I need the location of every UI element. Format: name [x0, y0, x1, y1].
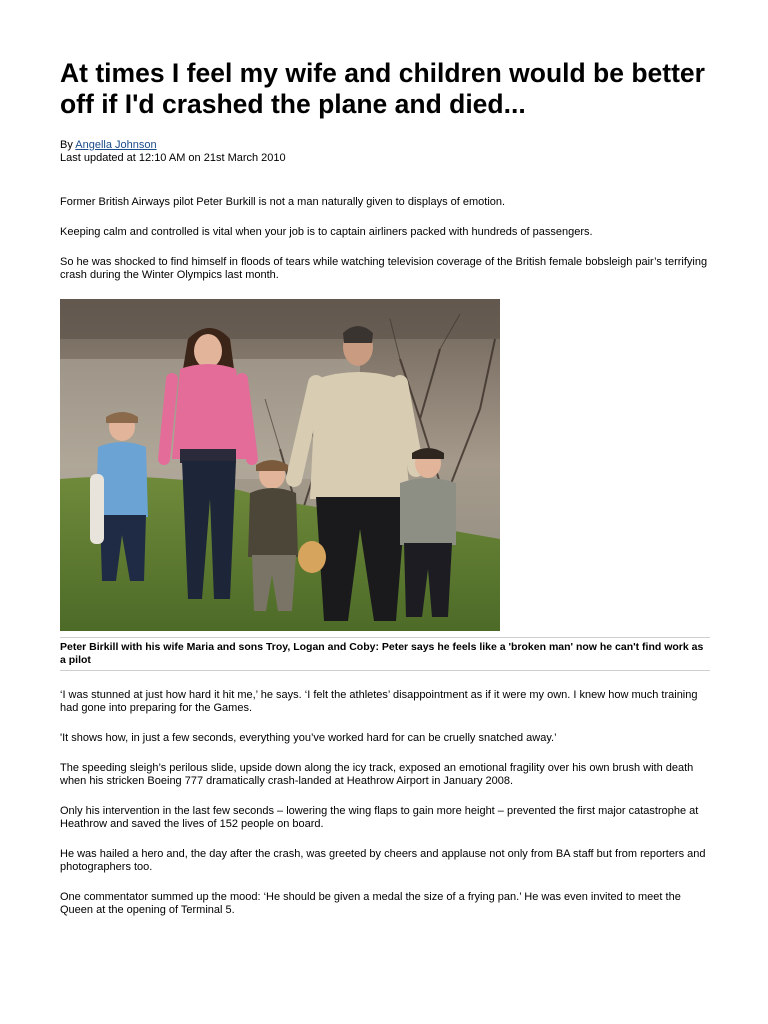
- body-paragraph: The speeding sleigh’s perilous slide, upside down along the icy track, exposed an emotional fragility over his own brush with death when his stricken Boeing 777 dramatically crash-landed at Heathrow Airport in January 2008.: [60, 762, 694, 787]
- byline-prefix: By: [60, 139, 76, 151]
- intro-paragraph: Former British Airways pilot Peter Burkill is not a man naturally given to displays of emotion.: [60, 196, 506, 208]
- last-updated: Last updated at 12:10 AM on 21st March 2010: [60, 152, 286, 164]
- author-link[interactable]: Angella Johnson: [75, 139, 157, 151]
- intro-paragraph: So he was shocked to find himself in floods of tears while watching television coverage of the British female bobsleigh pair’s terrifying crash during the Winter Olympics last month.: [60, 256, 708, 281]
- body-paragraph: He was hailed a hero and, the day after the crash, was greeted by cheers and applause not only from BA staff but from reporters and photographers too.: [60, 848, 706, 873]
- body-paragraph: One commentator summed up the mood: ‘He should be given a medal the size of a frying pan.’ He was even invited to meet the Queen at the opening of Terminal 5.: [60, 891, 681, 916]
- body-paragraph: 'It shows how, in just a few seconds, everything you’ve worked hard for can be cruelly snatched away.’: [60, 732, 557, 744]
- photo-caption: Peter Birkill with his wife Maria and sons Troy, Logan and Coby: Peter says he feels like a 'broken man' now he can't find work as a pilot: [60, 637, 710, 671]
- family-photo-illustration: [60, 299, 500, 631]
- byline: [60, 139, 157, 152]
- body-paragraph: Only his intervention in the last few seconds – lowering the wing flaps to gain more height – prevented the first major catastrophe at Heathrow and saved the lives of 152 people on board.: [60, 805, 699, 830]
- article-headline: At times I feel my wife and children would be better off if I'd crashed the plane and died...: [60, 58, 705, 119]
- intro-paragraph: Keeping calm and controlled is vital when your job is to captain airliners packed with hundreds of passengers.: [60, 226, 593, 238]
- body-paragraph: ‘I was stunned at just how hard it hit me,’ he says. ‘I felt the athletes’ disappointment as if it were my own. I knew how much training had gone into preparing for the Games.: [60, 689, 698, 714]
- family-photo: [60, 299, 500, 631]
